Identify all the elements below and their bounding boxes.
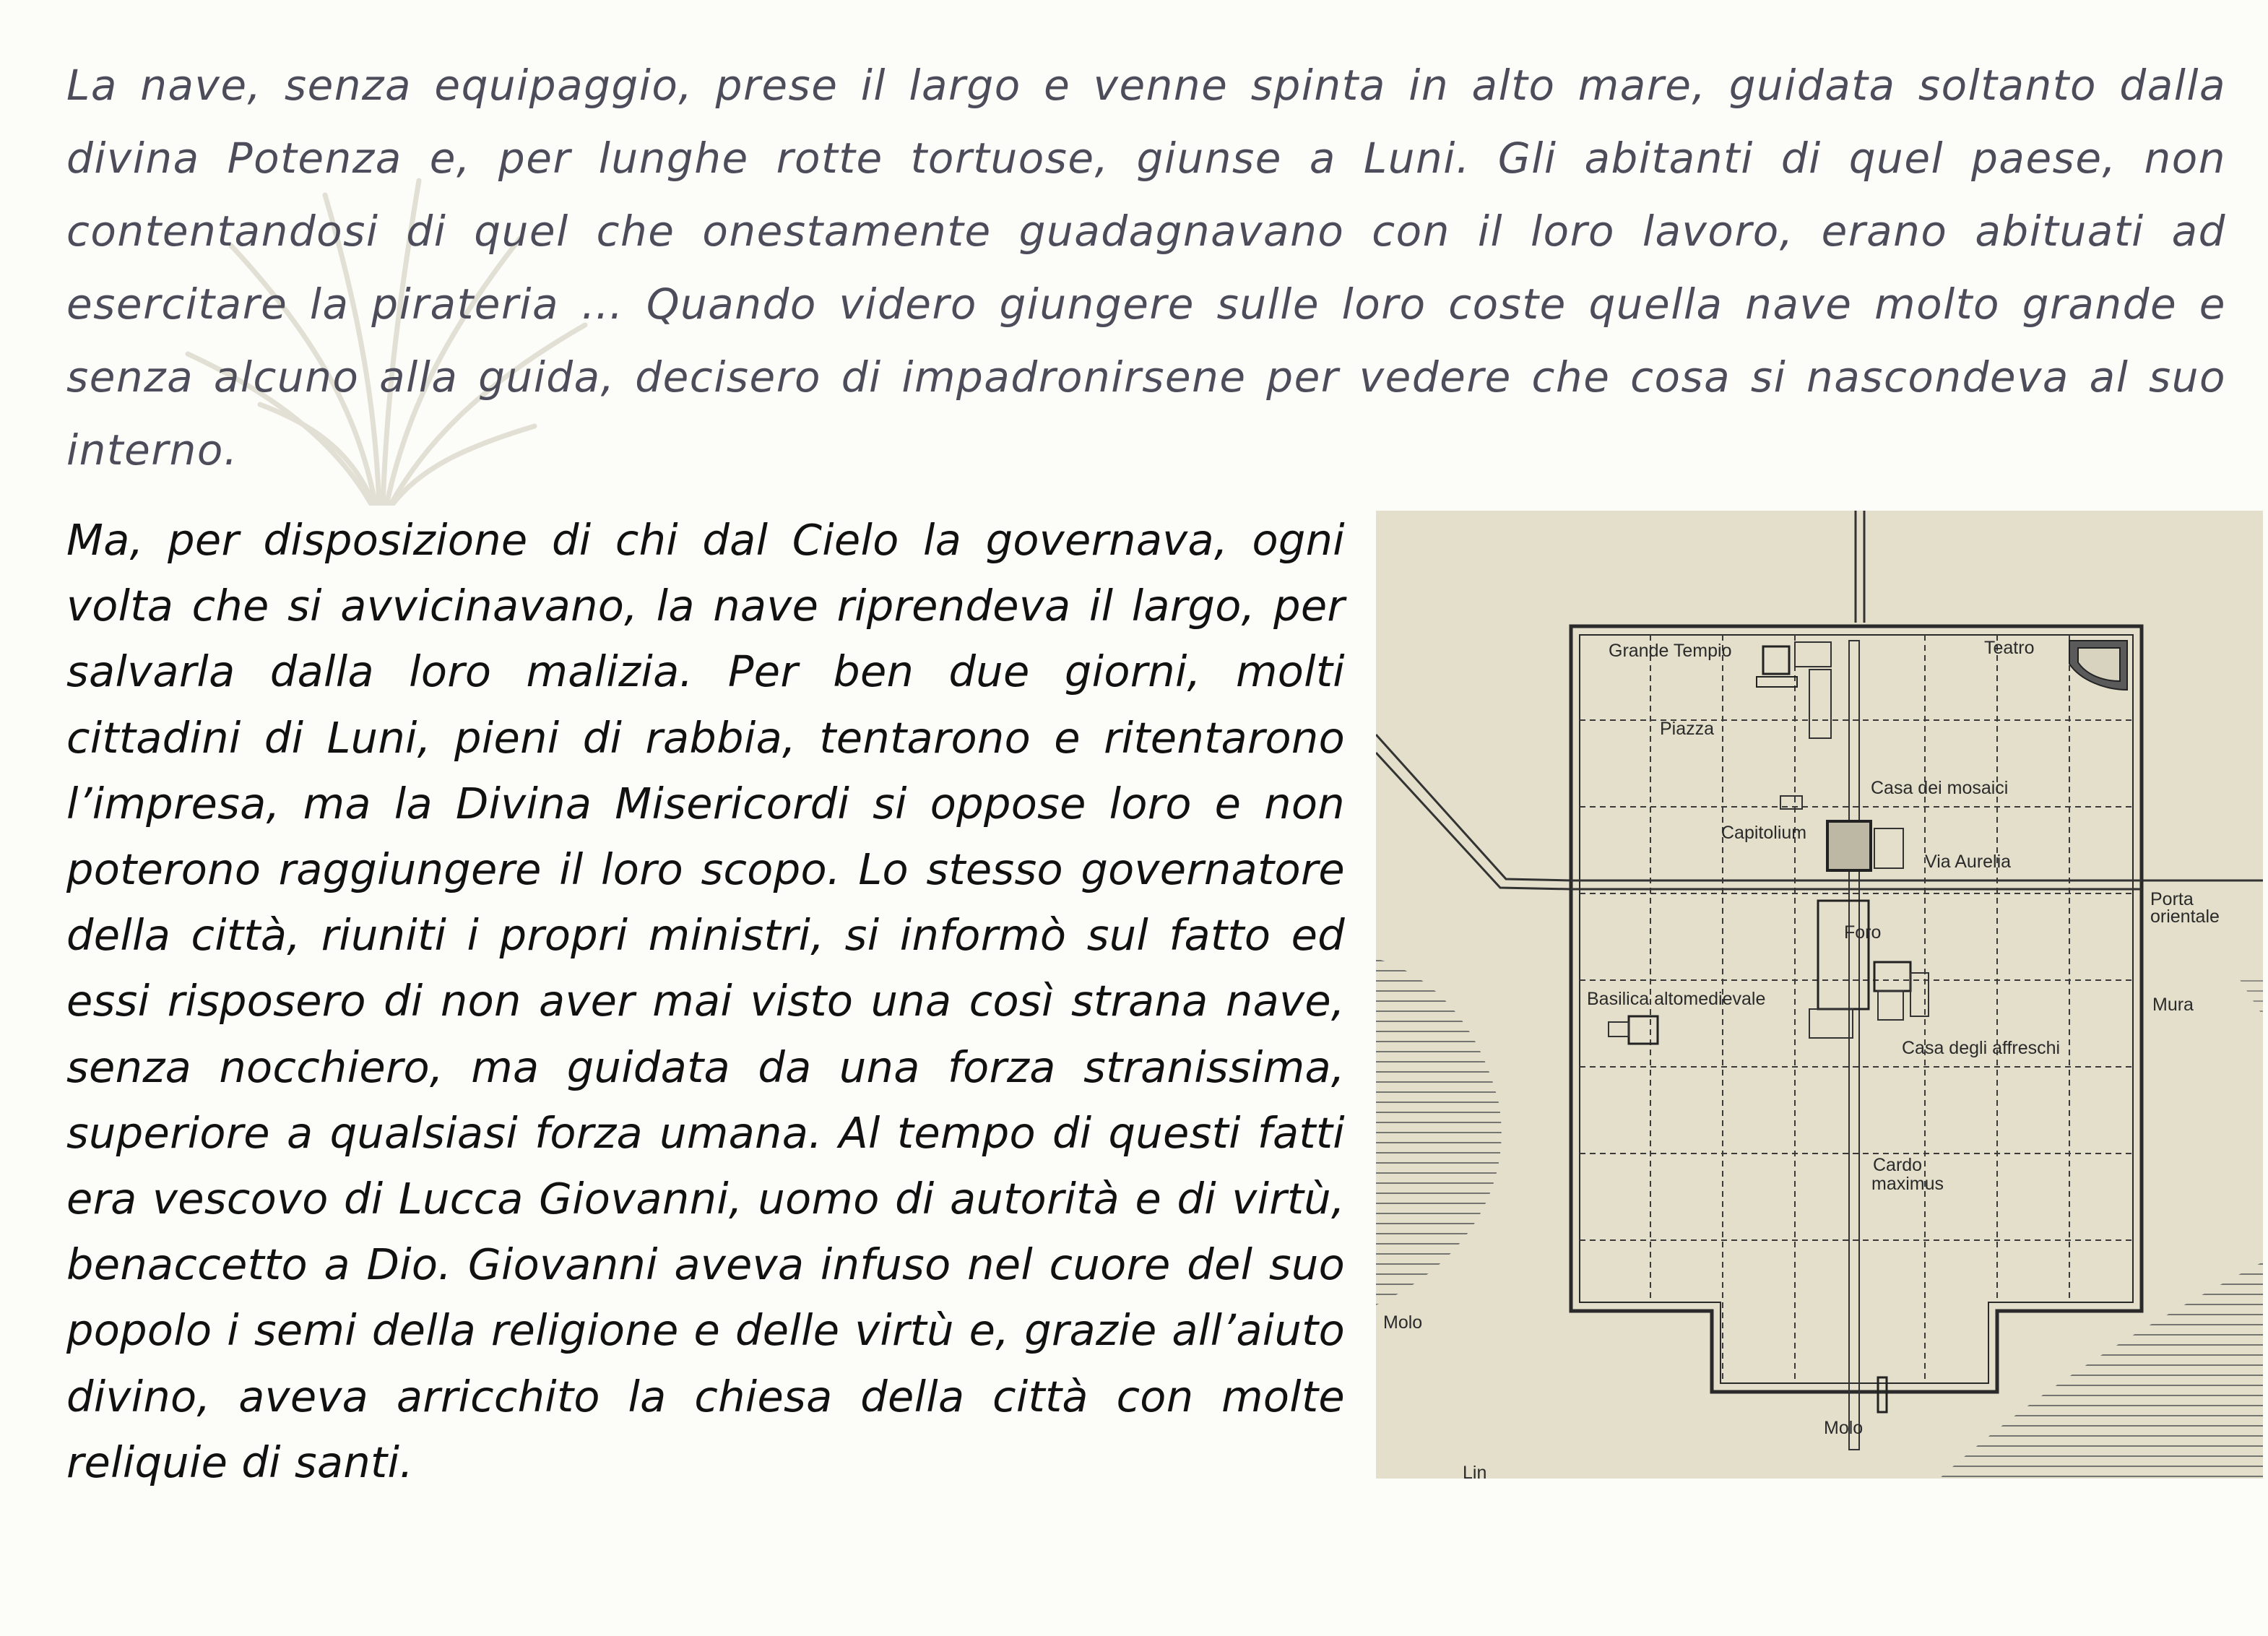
map-label-casa-affreschi: Casa degli affreschi bbox=[1902, 1038, 2061, 1058]
luni-city-map bbox=[1376, 511, 2263, 1479]
map-label-cardo: Cardo bbox=[1873, 1155, 1923, 1175]
map-label-maximus: maximus bbox=[1871, 1174, 1944, 1194]
map-sea-northeast bbox=[2235, 973, 2263, 1016]
map-label-mura: Mura bbox=[2152, 995, 2194, 1015]
map-label-casa-mosaici: Casa dei mosaici bbox=[1871, 778, 2009, 798]
main-paragraph: Ma, per disposizione di chi dal Cielo la governava, ogni volta che si avvicinavano, la nave riprendeva il largo, per salvarla dalla loro malizia. Per ben due giorni, molti cittadini di Luni, pieni di rabbia, tentarono e ritentarono l’impresa, ma la Divina Misericordi si oppose loro e non poterono raggiungere il loro scopo. Lo stesso governatore della città, riuniti i propri ministri, si informò sul fatto ed essi risposero di non aver mai visto una così strana nave, senza nocchiero, ma guidata da una forza stranissima, superiore a qualsiasi forza umana. Al tempo di questi fatti era vescovo di Lucca Giovanni, uomo di autorità e di virtù, benaccetto a Dio. Giovanni aveva infuso nel cuore del suo popolo i semi della religione e delle virtù e, grazie all’aiuto divino, aveva arricchito la chiesa della città con molte reliquie di santi. bbox=[66, 515, 1345, 1487]
map-label-molo-west: Molo bbox=[1383, 1312, 1423, 1333]
map-label-molo-south: Molo bbox=[1824, 1418, 1864, 1438]
map-sea-west bbox=[1376, 958, 1502, 1305]
map-label-grande-tempio: Grande Tempio bbox=[1609, 641, 1732, 661]
map-label-via-aurelia: Via Aurelia bbox=[1925, 852, 2012, 872]
map-label-piazza: Piazza bbox=[1660, 719, 1715, 739]
intro-paragraph: La nave, senza equipaggio, prese il largo e venne spinta in alto mare, guidata soltanto dalla divina Potenza e, per lunghe rotte tortuose, giunse a Luni. Gli abitanti di quel paese, non contentandosi di quel che onestamente guadagnavano con il loro lavoro, erano abituati ad esercitare la pirateria … Quando videro giungere sulle loro coste quella nave molto grande e senza alcuno alla guida, decisero di impadronirsene per vedere che cosa si nascondeva al suo interno. bbox=[66, 61, 2226, 475]
map-label-lin: Lin bbox=[1463, 1463, 1487, 1479]
map-label-capitolium: Capitolium bbox=[1721, 823, 1807, 843]
map-label-porta: Porta bbox=[2150, 889, 2194, 909]
map-label-foro: Foro bbox=[1844, 922, 1882, 943]
map-label-teatro: Teatro bbox=[1984, 638, 2035, 658]
map-label-orientale: orientale bbox=[2150, 906, 2220, 927]
map-label-basilica: Basilica altomedievale bbox=[1587, 989, 1766, 1009]
